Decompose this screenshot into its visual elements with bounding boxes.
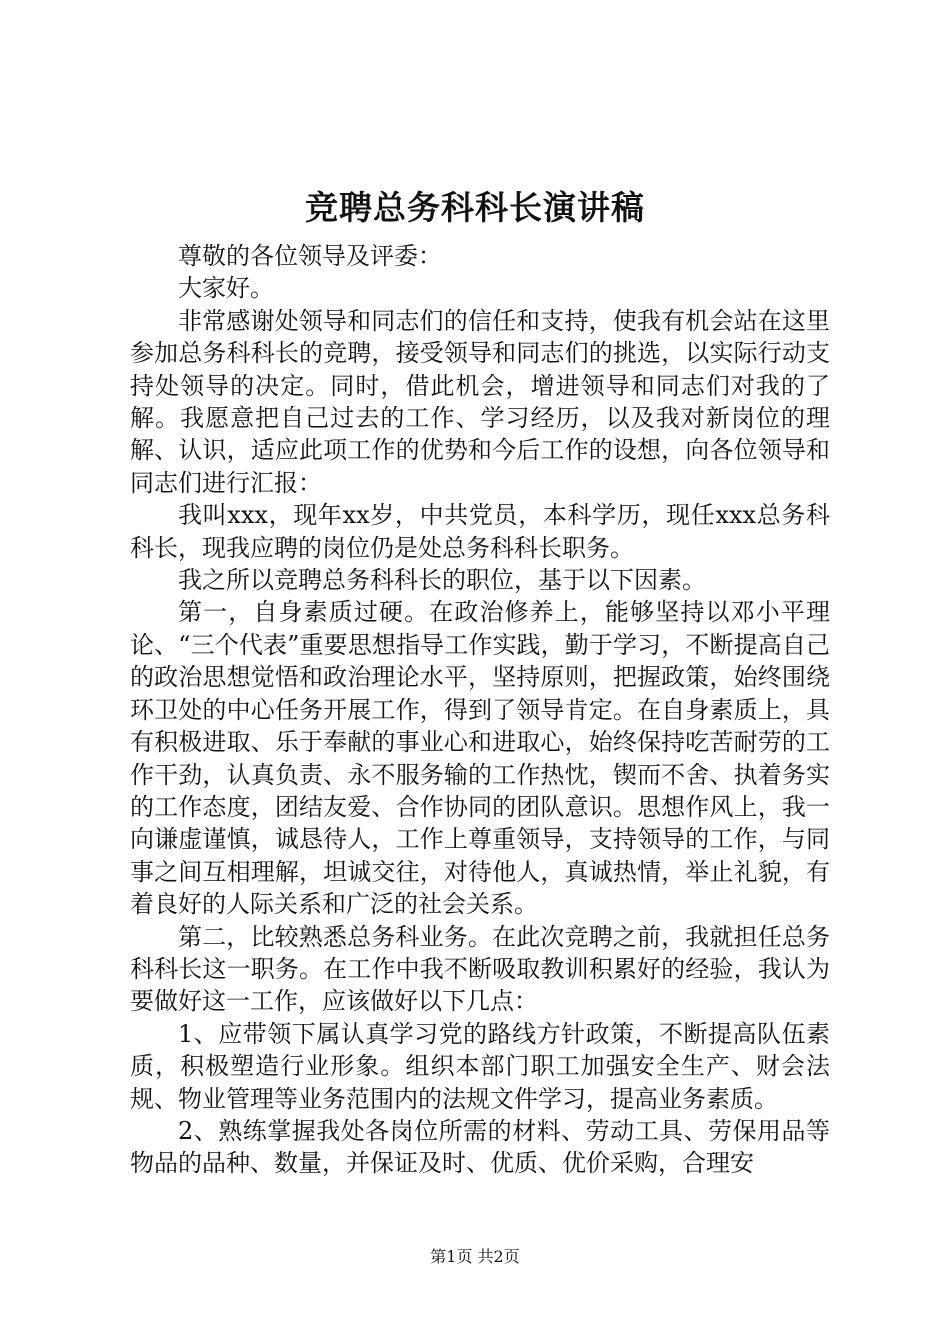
paragraph-self-introduction: 我叫xxx，现年xx岁，中共党员，本科学历，现任xxx总务科科长，现我应聘的岗位仍是处总务科科长职务。 (130, 501, 830, 562)
paragraph-reasons: 我之所以竞聘总务科科长的职位，基于以下因素。 (178, 566, 706, 595)
salutation: 尊敬的各位领导及评委： (178, 242, 442, 270)
list-item-2: 2、熟练掌握我处各岗位所需的材料、劳动工具、劳保用品等物品的品种、数量，并保证及时、优质、优价采购，合理安 (130, 1116, 830, 1178)
paragraph-second-point: 第二，比较熟悉总务科业务。在此次竞聘之前，我就担任总务科科长这一职务。在工作中我不断吸取教训积累好的经验，我认为要做好这一工作，应该做好以下几点： (130, 922, 830, 1016)
greeting: 大家好。 (178, 274, 274, 303)
paragraph-intro: 非常感谢处领导和同志们的信任和支持，使我有机会站在这里参加总务科科长的竞聘，接受领导和同志们的挑选，以实际行动支持处领导的决定。同时，借此机会，增进领导和同志们对我的了解。我愿意把自己过去的工作、学习经历，以及我对新岗位的理解、认识，适应此项工作的优势和今后工作的设想，向各位领导和同志们进行汇报： (130, 306, 830, 497)
page-footer: 第1页 共2页 (430, 1247, 520, 1266)
paragraph-first-point: 第一，自身素质过硬。在政治修养上，能够坚持以邓小平理论、“三个代表”重要思想指导工作实践，勤于学习，不断提高自己的政治思想觉悟和政治理论水平，坚持原则，把握政策，始终围绕环卫处的中心任务开展工作，得到了领导肯定。在自身素质上，具有积极进取、乐于奉献的事业心和进取心，始终保持吃苦耐劳的工作干劲，认真负责、永不服务输的工作热忱，锲而不舍、执着务实的工作态度，团结友爱、合作协同的团队意识。思想作风上，我一向谦虚谨慎，诚恳待人，工作上尊重领导，支持领导的工作，与同事之间互相理解，坦诚交往，对待他人，真诚热情，举止礼貌，有着良好的人际关系和广泛的社会关系。 (130, 598, 830, 919)
list-item-1: 1、应带领下属认真学习党的路线方针政策，不断提高队伍素质，积极塑造行业形象。组织本部门职工加强安全生产、财会法规、物业管理等业务范围内的法规文件学习，提高业务素质。 (130, 1019, 830, 1113)
document-body (130, 240, 830, 1180)
document-title: 竞聘总务科科长演讲稿 (305, 188, 645, 227)
